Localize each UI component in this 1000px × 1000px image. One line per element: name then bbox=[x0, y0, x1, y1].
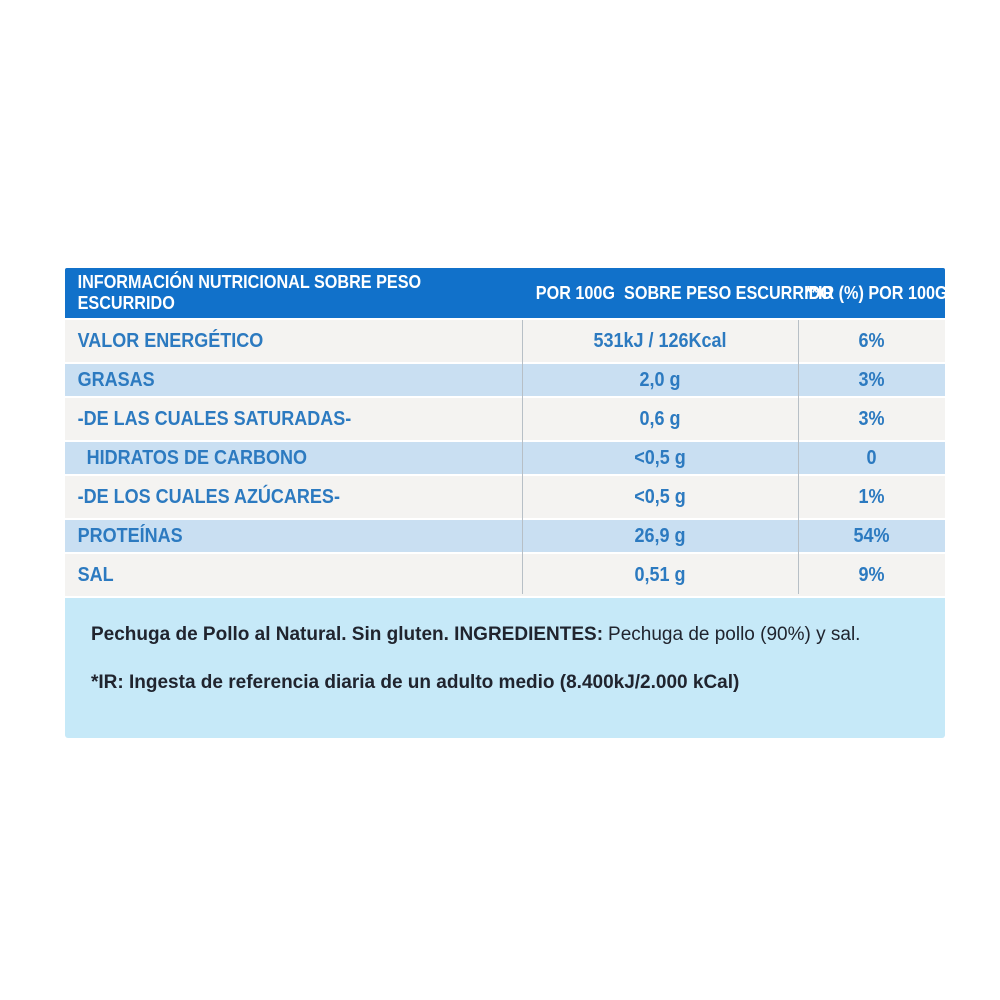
table-row bbox=[65, 476, 945, 518]
row-ir-percent: 3% bbox=[858, 407, 885, 430]
row-label: -DE LAS CUALES SATURADAS- bbox=[77, 407, 352, 430]
table-row bbox=[65, 398, 945, 440]
table-row bbox=[65, 520, 945, 552]
column-divider bbox=[522, 320, 523, 594]
row-ir-percent: 54% bbox=[853, 524, 890, 547]
row-value-per-100g: <0,5 g bbox=[634, 485, 686, 508]
row-label: SAL bbox=[77, 563, 114, 586]
header-col-per-100g: POR 100G SOBRE PESO ESCURRIDO bbox=[535, 282, 833, 303]
row-label: GRASAS bbox=[77, 368, 155, 391]
nutrition-panel bbox=[65, 268, 948, 738]
footer-notes bbox=[65, 598, 945, 738]
table-row bbox=[65, 320, 945, 362]
row-ir-percent: 1% bbox=[858, 485, 885, 508]
header-col-nutrition-info: INFORMACIÓN NUTRICIONAL SOBRE PESO ESCURRIDO bbox=[77, 272, 422, 313]
row-label: VALOR ENERGÉTICO bbox=[77, 329, 264, 352]
row-ir-percent: 3% bbox=[858, 368, 885, 391]
table-row bbox=[65, 442, 945, 474]
table-body bbox=[65, 320, 945, 596]
ingredients-text bbox=[91, 624, 925, 646]
row-ir-percent: 6% bbox=[858, 329, 885, 352]
row-value-per-100g: <0,5 g bbox=[634, 446, 686, 469]
row-label: -DE LOS CUALES AZÚCARES- bbox=[77, 485, 340, 508]
table-row bbox=[65, 364, 945, 396]
row-value-per-100g: 0,51 g bbox=[634, 563, 686, 586]
table-header bbox=[65, 268, 948, 318]
row-ir-percent: 0 bbox=[866, 446, 877, 469]
row-ir-percent: 9% bbox=[858, 563, 885, 586]
row-value-per-100g: 26,9 g bbox=[634, 524, 686, 547]
row-label: HIDRATOS DE CARBONO bbox=[86, 446, 307, 469]
row-value-per-100g: 0,6 g bbox=[639, 407, 681, 430]
row-value-per-100g: 531kJ / 126Kcal bbox=[593, 329, 727, 352]
table-row bbox=[65, 554, 945, 596]
ingredients-bold-text: Pechuga de Pollo al Natural. Sin gluten. INGREDIENTES: bbox=[91, 624, 604, 645]
column-divider bbox=[798, 320, 799, 594]
ingredients-regular-text: Pechuga de pollo (90%) y sal. bbox=[608, 624, 861, 645]
header-col-ir-percent: **IR (%) POR 100G bbox=[805, 282, 948, 303]
row-value-per-100g: 2,0 g bbox=[639, 368, 681, 391]
reference-intake-note: *IR: Ingesta de referencia diaria de un adulto medio (8.400kJ/2.000 kCal) bbox=[91, 672, 740, 693]
row-label: PROTEÍNAS bbox=[77, 524, 183, 547]
